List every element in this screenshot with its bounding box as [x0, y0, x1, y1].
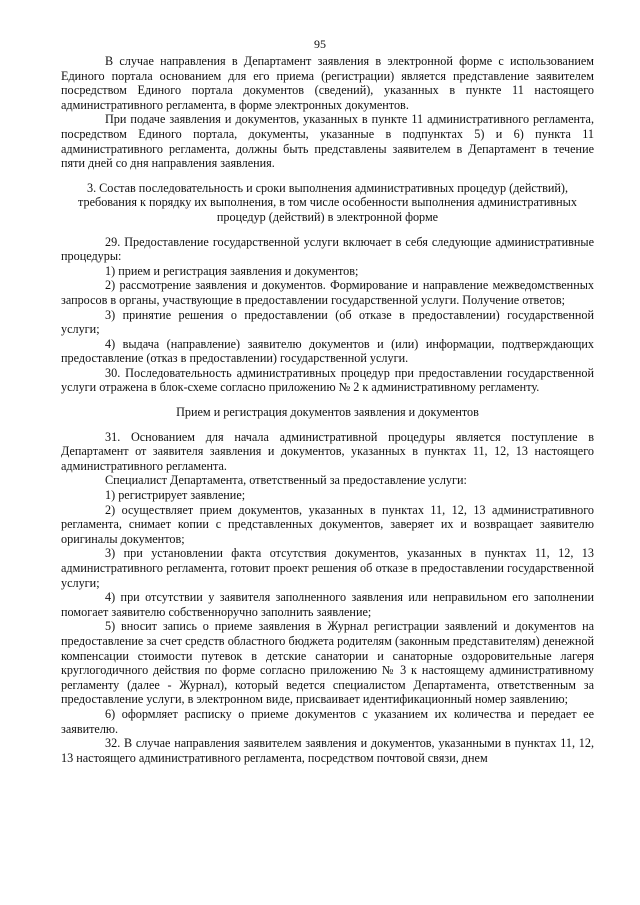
page-number: 95	[314, 37, 326, 51]
paragraph: Специалист Департамента, ответственный за предоставление услуги:	[105, 473, 467, 488]
document-body	[61, 54, 594, 765]
list-item: 3) принятие решения о предоставлении (об отказе в предоставлении) государственной услуги;	[61, 307, 594, 337]
paragraph-32: 32. В случае направления заявителем заявления и документов, указанными в пунктах 11, 12, 13 настоящего административного регламента, посредством почтовой связи, днем	[61, 736, 594, 765]
paragraph-31: 31. Основанием для начала административной процедуры является поступление в Департамент от заявителя заявления и документов, указанных в пунктах 11, 12, 13 настоящего административного регламента.	[61, 429, 594, 473]
list-item: 3) при установлении факта отсутствия документов, указанных в пунктах 11, 12, 13 административного регламента, готовит проект решения об отказе в предоставлении государственной услуги;	[61, 546, 594, 590]
section-heading: 3. Состав последовательность и сроки выполнения административных процедур (действий), требования к порядку их выполнения, в том числе особенности выполнения административных процедур (действий) в электронной форме	[78, 180, 577, 224]
list-item: 4) выдача (направление) заявителю документов и (или) информации, подтверждающих предоставление (отказ в предоставлении) государственной услуги.	[61, 336, 594, 366]
list-item: 6) оформляет расписку о приеме документов с указанием их количества и передает ее заявителю.	[61, 706, 594, 736]
list-item: 2) рассмотрение заявления и документов. Формирование и направление межведомственных запросов в органы, участвующие в предоставлении государственной услуги. Получение ответов;	[61, 278, 594, 307]
list-item: 4) при отсутствии у заявителя заполненного заявления или неправильном его заполнении помогает заявителю собственноручно заполнить заявление;	[61, 590, 594, 619]
list-item: 2) осуществляет прием документов, указанных в пунктах 11, 12, 13 административного регламента, снимает копии с представленных документов, заверяет их и возвращает заявителю оригиналы документов;	[61, 502, 594, 546]
list-item: 1) регистрирует заявление;	[105, 488, 246, 503]
paragraph: При подаче заявления и документов, указанных в пункте 11 административного регламента, посредством Единого портала, документы, указанные в подпунктах 5) и 6) пункта 11 административного регламента, должны быть представлены заявителем в Департамент в течение пяти дней со дня направления заявления.	[61, 112, 594, 171]
paragraph-30: 30. Последовательность административных процедур при предоставлении государственной услуги отражена в блок-схеме согласно приложению № 2 к административному регламенту.	[61, 365, 594, 395]
list-item: 1) прием и регистрация заявления и документов;	[105, 263, 359, 278]
subsection-heading: Прием и регистрация документов заявления и документов	[176, 405, 479, 420]
list-item: 5) вносит запись о приеме заявления в Журнал регистрации заявлений и документов на предоставление за счет средств областного бюджета родителям (законным представителям) денежной компенсации стоимости путевок в детские санатории и санаторные оздоровительные лагеря круглогодичного действия по форме согласно приложению № 3 к настоящему административному регламенту (далее - Журнал), который ведется специалистом Департамента, ответственным за предоставление услуги, в электронном виде, присваивает идентификационный номер заявлению;	[61, 619, 594, 707]
paragraph: В случае направления в Департамент заявления в электронной форме с использованием Единого портала основанием для его приема (регистрации) является представление заявителем посредством Единого портала документов (сведений), указанных в пункте 11 настоящего административного регламента, в форме электронных документов.	[61, 54, 594, 112]
paragraph-29: 29. Предоставление государственной услуги включает в себя следующие административные процедуры:	[61, 234, 594, 264]
